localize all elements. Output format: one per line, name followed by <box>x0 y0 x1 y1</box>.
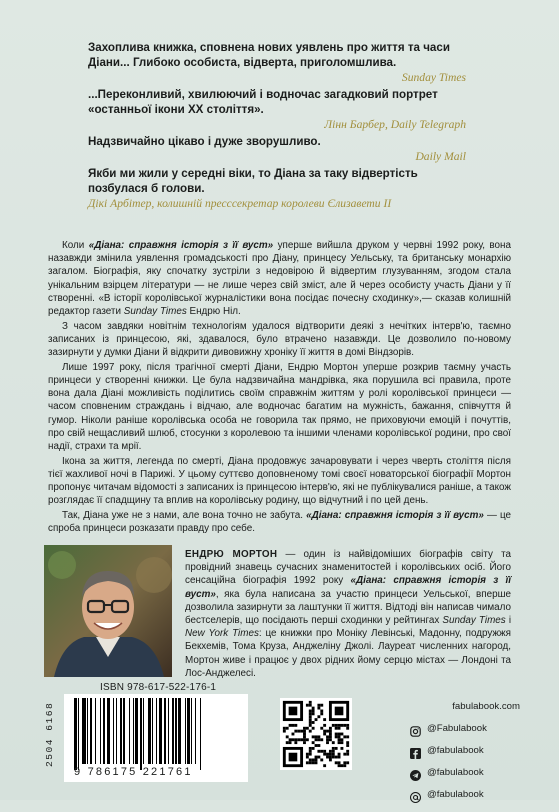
review-text: Якби ми жили у середні віки, то Діана за таку відвертість позбулася б голови. <box>88 167 418 195</box>
other-handle[interactable]: @fabulabook <box>427 789 484 800</box>
text: уперше вийшла друком у червні 1992 року, вона назавжди змінила уявлення громадськості про Діану, принцесу Уельську, та британську монархію загалом. Біографія, яку спочатку зустріли з недовірою й відвертим глузуванням, згодом стала унікальним взірцем літератури — не лише через свій зміст, але й через особисту участь Діани у її створенні. «В історії королівської журналістики вона посідає почесну сходинку»,— сказав колишній редактор газети <box>48 240 511 318</box>
book-title: «Діана: справжня історія з її вуст» <box>88 240 274 251</box>
review-source: Лінн Барбер, Daily Telegraph <box>324 118 466 131</box>
facebook-contact[interactable] <box>410 740 520 762</box>
review <box>88 40 466 85</box>
barcode-side-code: 2504 6168 <box>44 701 55 767</box>
facebook-icon <box>410 746 421 757</box>
description <box>48 239 511 537</box>
website[interactable] <box>410 696 520 718</box>
barcode-block <box>44 682 254 784</box>
text: — один із найвідоміших біографів світу та провідний знавець сучасних знаменитостей і королівських осіб. Його сенсаційна біографія 1992 року <box>185 549 511 587</box>
book-title: «Діана: справжня історія з її вуст» <box>306 510 484 522</box>
book-title: «Діана: справжня історія з її вуст» <box>185 575 511 600</box>
review-source: Дікі Арбітер, колишній пресссекретар королеви Єлизавети II <box>88 197 392 210</box>
qr-code <box>280 698 352 770</box>
facebook-handle[interactable]: @fabulabook <box>427 745 484 756</box>
review <box>88 134 466 164</box>
newspaper-name: Sunday Times <box>442 615 506 627</box>
ean-number: 9 786175 221761 <box>74 766 193 778</box>
text: , яка була написана за участю принцеси Уельської, вперше дозволила зазирнути за лаштунки її життя. Відтоді він написав чимало бестселерів, що посідають перші сходинки у рейтингах <box>185 588 511 627</box>
paragraph: З часом завдяки новітнім технологіям удалося відтворити деякі з нечітких інтерв'ю, таємно записаних із принцесою, які, здавалося, було втрачено назавжди. Це дозволило по-новому зазирнути у думки Діани й відкрити дивовижну хроніку її життя в домі Віндзорів. <box>48 320 511 359</box>
other-contact[interactable] <box>410 784 520 806</box>
author-name: ЕНДРЮ МОРТОН <box>185 549 278 560</box>
text: Коли <box>62 240 89 251</box>
instagram-icon <box>410 724 421 735</box>
review-text: Надзвичайно цікаво і дуже зворушливо. <box>88 135 321 148</box>
review-text: ...Переконливий, хвилюючий і водночас загадковий портрет «останньої ікони XX століття». <box>88 88 438 116</box>
at-sign-icon <box>410 790 421 801</box>
review <box>88 87 466 132</box>
text: і <box>505 615 512 627</box>
reviews-block <box>88 40 466 213</box>
barcode-bars <box>74 698 244 764</box>
review <box>88 166 466 211</box>
telegram-handle[interactable]: @fabulabook <box>427 767 484 778</box>
instagram-handle[interactable]: @Fabulabook <box>427 723 487 734</box>
website-link[interactable]: fabulabook.com <box>452 701 520 712</box>
text: : це книжки про Моніку Левінські, Мадонну, подружжя Бекхемів, Тома Круза, Анджеліну Джолі. Лауреат численних нагород, Мортон живе і працює у двох рідних йому серцю містах — Лондоні та Лос-Анджелесі. <box>185 628 511 679</box>
text: Так, Діана уже не з нами, але вона точно не забута. <box>62 510 307 522</box>
newspaper-name: Sunday Times <box>123 306 187 318</box>
telegram-icon <box>410 768 421 779</box>
review-source: Daily Mail <box>415 150 466 163</box>
isbn: ISBN 978-617-522-176-1 <box>100 682 217 693</box>
paragraph <box>48 509 511 535</box>
review-source: Sunday Times <box>401 71 466 84</box>
review-text: Захоплива книжка, сповнена нових уявлень про життя та часи Діани... Глибоко особиста, відверта, приголомшлива. <box>88 41 450 69</box>
author-bio <box>185 548 511 680</box>
instagram-contact[interactable] <box>410 718 520 740</box>
paragraph: Ікона за життя, легенда по смерті, Діана продовжує зачаровувати і через чверть століття після тієї жахливої ночі в Парижі. У цьому суттєво доповненому томі своєї новаторської біографії Мортон пропонує читачам відомості з записаних із принцесою інтерв'ю, які не публікувалися раніше, а також розглядає її спадщину та вплив на королівську родину, що відчутний і по цей день. <box>48 455 511 507</box>
paragraph: Лише 1997 року, після трагічної смерті Діани, Ендрю Мортон уперше розкрив таємну участь принцеси у створенні книжки. Це була надзвичайна мандрівка, яка порушила всі правила, проте вона дала Діані можливість поділитись своїм справжнім життям у ролі королівської принцеси — часом сповненим страждань і відчаю, але водночас багатим на мужність, бажання, співчуття й гумор. Ніколи раніше королівська особа не говорила так прямо, не приховуючи емоцій і почуттів, про свій нещасливий шлюб, стосунки з королевою та іншими членами королівської родини, про свої надії, страхи та мрії. <box>48 361 511 453</box>
text: — це спроба принцеси розказати правду про себе. <box>48 510 511 535</box>
author-photo <box>44 545 172 677</box>
contacts <box>410 696 520 806</box>
paragraph <box>48 239 511 318</box>
text: Ендрю Ніл. <box>186 306 241 318</box>
telegram-contact[interactable] <box>410 762 520 784</box>
newspaper-name: New York Times <box>185 628 259 640</box>
